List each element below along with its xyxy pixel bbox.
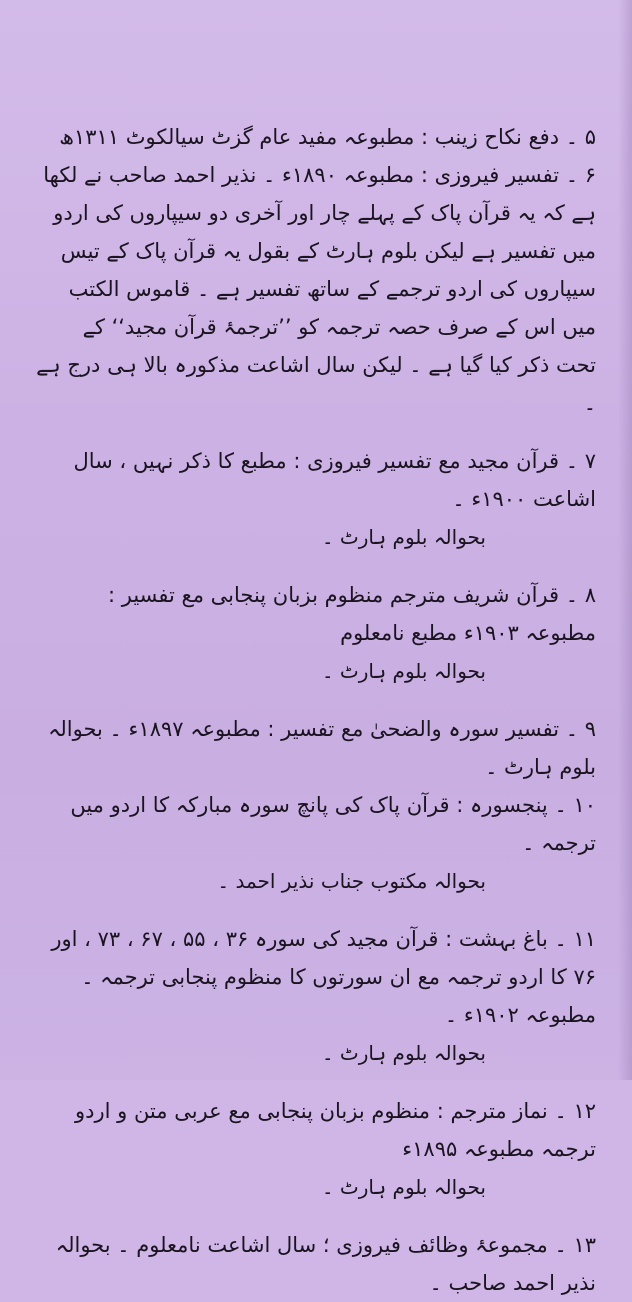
entry-9: ۹ ۔ تفسیر سورہ والضحیٰ مع تفسیر : مطبوعہ ۱۸۹۷ء ۔ بحوالہ بلوم ہارٹ ۔ bbox=[48, 717, 596, 779]
entry-11-reference: بحوالہ بلوم ہارٹ ۔ bbox=[321, 1041, 486, 1065]
entry-13: ۱۳ ۔ مجموعۂ وظائف فیروزی ؛ سال اشاعت نامعلوم ۔ بحوالہ نذیر احمد صاحب ۔ bbox=[55, 1233, 596, 1295]
page-edge-shadow bbox=[618, 0, 632, 1080]
entry-12: ۱۲ ۔ نماز مترجم : منظوم بزبان پنجابی مع عربی متن و اردو ترجمہ مطبوعہ ۱۸۹۵ء bbox=[74, 1099, 596, 1161]
entry-12-reference: بحوالہ بلوم ہارٹ ۔ bbox=[321, 1175, 486, 1199]
entry-8: ۸ ۔ قرآن شریف مترجم منظوم بزبان پنجابی مع تفسیر : مطبوعہ ۱۹۰۳ء مطبع نامعلوم bbox=[108, 583, 596, 645]
entry-10-reference: بحوالہ مکتوب جناب نذیر احمد ۔ bbox=[217, 869, 486, 893]
entry-11: ۱۱ ۔ باغ بہشت : قرآن مجید کی سورہ ۳۶ ، ۵۵ ، ۶۷ ، ۷۳ ، اور ۷۶ کا اردو ترجمہ مع ان سورتوں کا منظوم پنجابی ترجمہ ۔ مطبوعہ ۱۹۰۲ء ۔ bbox=[51, 927, 596, 1027]
handwritten-list bbox=[36, 118, 596, 1302]
entry-7: ۷ ۔ قرآن مجید مع تفسیر فیروزی : مطبع کا ذکر نہیں ، سال اشاعت ۱۹۰۰ء ۔ bbox=[73, 449, 596, 511]
entry-6: ۶ ۔ تفسیر فیروزی : مطبوعہ ۱۸۹۰ء ۔ نذیر احمد صاحب نے لکھا ہے کہ یہ قرآن پاک کے پہلے چار اور آخری دو سیپاروں کی اردو میں تفسیر ہے لیکن بلوم ہارٹ کے بقول یہ قرآن پاک کے تیس سیپاروں کی اردو ترجمے کے ساتھ تفسیر ہے ۔ قاموس الکتب میں اس کے صرف حصہ ترجمہ کو ’’ترجمۂ قرآن مجید‘‘ کے تحت ذکر کیا گیا ہے ۔ لیکن سال اشاعت مذکورہ بالا ہی درج ہے ۔ bbox=[36, 163, 596, 415]
entry-10: ۱۰ ۔ پنجسورہ : قرآن پاک کی پانچ سورہ مبارکہ کا اردو میں ترجمہ ۔ bbox=[70, 793, 596, 855]
entry-5: ۵ ۔ دفع نکاح زینب : مطبوعہ مفید عام گزٹ سیالکوٹ ۱۳۱۱ھ bbox=[59, 125, 596, 149]
entry-7-reference: بحوالہ بلوم ہارٹ ۔ bbox=[321, 525, 486, 549]
entry-8-reference: بحوالہ بلوم ہارٹ ۔ bbox=[321, 659, 486, 683]
